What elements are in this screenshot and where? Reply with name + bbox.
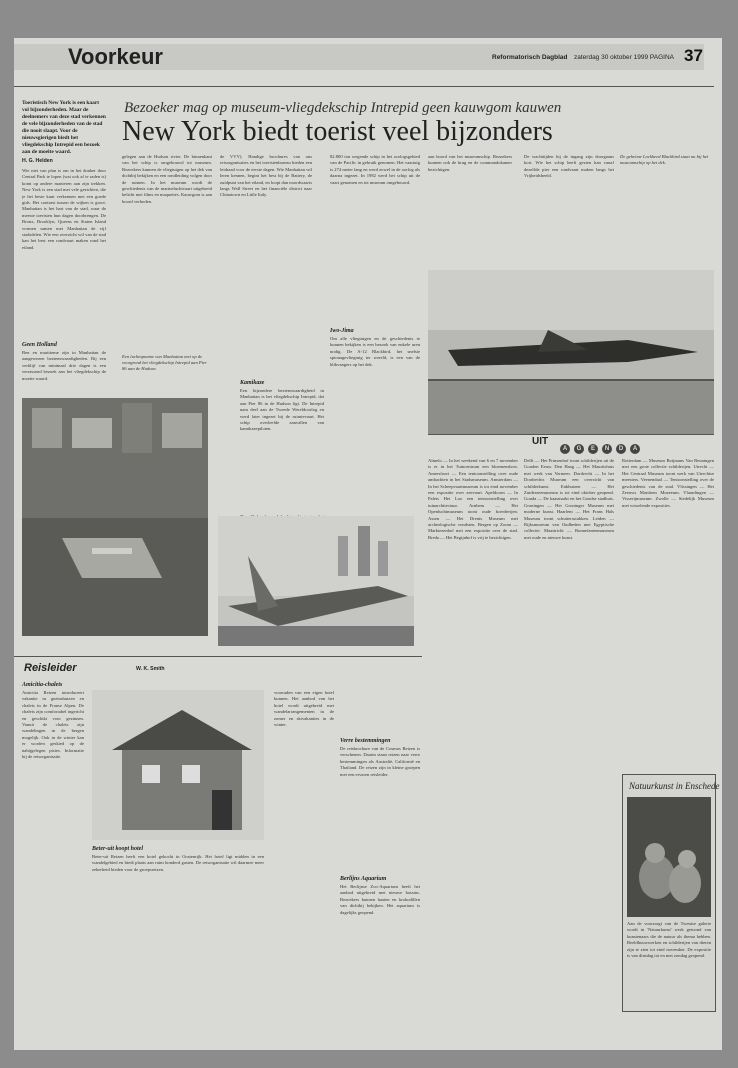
subhead-geen-holland: Geen Holland (22, 342, 57, 348)
reisleider-col3-text: voorraden van een eigen hotel kunnen. Het aanbod van het hotel wordt uitgebreid met wandelarrangementen in de zomer en skivakanties in de winter. (274, 690, 334, 728)
uit-agenda-header (434, 436, 714, 456)
natuurkunst-text: Aan de voorzorgt van de Twentse galerie wordt in 'Natuurkunst' werk getoond van kunstenaars die de natuur als thema hebben. Beeldhouwwerken en schilderijen van dieren zijn te zien tot eind november. De expositie is van dinsdag tot en met zondag geopend. (627, 921, 711, 959)
aerial-photo-caption: Een luchtopname van Manhattan met op de voorgrond het vliegdekschip Intrepid aan Pier 86 aan de Hudson. (122, 354, 207, 371)
article-lead: Toeristisch New York is een kaart vol bijzonderheden. Maar de deelnemers van deze stad verkennen de vele bijzonderheden van de stad die nooit slaapt. Voor de nieuwsgierigen biedt het vliegdekschip Intrepid een bezoek aan de moeite waard. (22, 100, 106, 155)
agenda-letters (560, 444, 640, 454)
blackbird-photo-caption: De geheime Lockheed Blackbird staat nu bij het museumschip op het dek. (620, 154, 709, 165)
agenda-col1-text: Almelo — In het weekend van 6 en 7 november is er in het Tuincentrum een bloemenshow. Amersfoort — Een tentoonstelling over oude ambachten in het Stadsmuseum. Amsterdam — In het Scheepvaartmuseum is tot eind november een expositie over zeevaart. Apeldoorn — In Paleis Het Loo een tentoonstelling over tuinarchitectuur. Arnhem — Het Openluchtmuseum toont oude boerderijen. Assen — Het Drents Museum met archeologische vondsten. Bergen op Zoom — Markiezenhof met een expositie over de stad. Breda — Het Begijnhof is vrij te bezichtigen. (428, 458, 518, 540)
chalet-photo (92, 690, 264, 840)
natuurkunst-title: Natuurkunst in Enschede (629, 781, 720, 791)
agenda-divider (428, 434, 714, 435)
article-col4-text-2: Om alle vliegtuigen en de geschiedenis te kunnen bekijken is een bezoek van enkele uren nodig. De A-12 Blackbird, het snelste spionagevliegtuig ter wereld, is een van de blikvangers op het dek. (330, 336, 420, 367)
article-col1-text: Wie niet van plan is om in het donker door Central Park te lopen (wat ook af te raden is) komt op andere manieren aan zijn trekken. New York is een stad met vele gezichten, die je het beste kunt verkennen met een goede gids. Het contrast tussen de wijken is groot. Manhattan is het hart van de stad, waar de meeste toeristen hun dagen doorbrengen. De Bronx, Brooklyn, Queens en Staten Island vormen samen met Manhattan de vijf stadsdelen. Wie een overzicht wil van de stad kan het best een rondvaart maken rond het eiland. (22, 168, 106, 250)
lion-sculpture-photo (627, 797, 711, 917)
agenda-letter: E (588, 444, 598, 454)
section-title: Voorkeur (68, 44, 163, 69)
reisleider-col5-text: Het Berlijnse Zoo-Aquarium heeft het aanbod uitgebreid met nieuwe bassins. Bezoekers kunnen haaien en krokodillen van dichtbij bekijken. Het aquarium is dagelijks geopend. (340, 884, 420, 915)
page-header (14, 38, 722, 78)
reisleider-divider (14, 656, 422, 657)
agenda-letter: N (602, 444, 612, 454)
reisleider-col2-text: Beter-uit Reizen heeft een hotel gekocht in Oostenrijk. Het hotel ligt midden in een wandelgebied en biedt plaats aan ruim honderd gasten. De reisorganisatie wil daarmee meer zekerheid bieden voor de groepsreizen. (92, 854, 264, 872)
subhead-beter-uit: Beter-uit koopt hotel (92, 846, 143, 852)
blackbird-photo (428, 270, 714, 434)
article-col3-text: de VVV). Handige brochures van ons reisorganisaties en het toeristenbureau bieden een leidraad voor de eerste dagen. Wie Manhattan wil leren kennen, begint het best bij de Battery, de zuidpunt van het eiland, en loopt dan noordwaarts langs Wall Street en het financiële district naar Chinatown en Little Italy. (220, 154, 312, 198)
article-col6-text: De wachttijden bij de ingang zijn doorgaans kort. Wie het schip heeft gezien kan vanaf dezelfde pier een rondvaart maken langs het Vrijheidsbeeld. (524, 154, 614, 179)
article-col4-text: 82.800 ton wegende schip in het oorlogsgebied van de Pacific in gebruik genomen. Het vaartuig is 274 meter lang en werd zowel in de oorlog als daarna ingezet. In 1982 werd het schip uit de vaart genomen en tot museum omgebouwd. (330, 154, 420, 185)
agenda-letter: A (560, 444, 570, 454)
uit-label: UIT (532, 436, 549, 447)
article-col1-text-2: Ben en maritieme zijn in Manhattan de aangewezen bezienswaardigheden. Bij een verblijf van minimaal drie dagen is een verrassend bezoek aan het vliegdekschip de moeite waard. (22, 350, 106, 381)
agenda-col3-text: Rotterdam — Museum Boijmans Van Beuningen met een grote collectie schilderijen. Utrecht — Het Centraal Museum toont werk van Utrechtse meesters. Veenendaal — Tentoonstelling over de geschiedenis van de stad. Vlissingen — Het Zeeuws Maritiem Muzeeum. Vlaardingen — Visserijmuseum. Zwolle — Stedelijk Museum met wisselende exposities. (622, 458, 714, 508)
reisleider-title: Reisleider (24, 662, 77, 674)
issue-date: zaterdag 30 oktober 1999 PAGINA (574, 54, 674, 61)
page-number: 37 (684, 46, 703, 65)
subhead-kamikaze: Kamikaze (240, 380, 265, 386)
agenda-letter: D (616, 444, 626, 454)
agenda-col2-text: Delft — Het Prinsenhof toont schilderijen uit de Gouden Eeuw. Den Haag — Het Mauritshuis met werk van Vermeer. Dordrecht — In het Dordrechts Museum een overzicht van schilderkunst. Enkhuizen — Het Zuiderzeemuseum is tot eind oktober geopend. Gouda — De kaasmarkt en het Goudse stadhuis. Groningen — Het Groninger Museum met moderne kunst. Haarlem — Het Frans Hals Museum toont schuttersstukken. Leiden — Rijksmuseum van Oudheden met Egyptische collectie. Maastricht — Bonnefantenmuseum met oude en nieuwe kunst. (524, 458, 614, 540)
reisleider-col1-text: Amicitia Reizen introduceert vakantie in gezinshuizen en chalets in de Franse Alpen. De chalets zijn comfortabel ingericht en geschikt voor gezinnen. Vanuit de chalets zijn wandelingen in de bergen mogelijk. Ook in de winter kan er worden geskied op de nabijgelegen pistes. Informatie bij de reisorganisatie. (22, 690, 84, 760)
subhead-iwo-jima: Iwo-Jima (330, 328, 354, 334)
agenda-letter: A (630, 444, 640, 454)
article-col2-text: gelegen aan de Hudson rivier. De binnenkant van het schip is omgebouwd tot museum. Bezoekers kunnen de vliegtuigen op het dek van dichtbij bekijken en een rondleiding volgen door de ruimen. In het museum wordt de geschiedenis van de marineluchtvaart uitgebreid belicht met films en maquettes. Kauwgom is aan boord verboden. (122, 154, 212, 204)
newspaper-name: Reformatorisch Dagblad (492, 54, 568, 61)
newspaper-page (14, 38, 722, 1050)
article-col3-text-2: Een bijzondere bezienswaardigheid in Manhattan is het vliegdekschip Intrepid, dat aan Pier 86 in de Hudson ligt. De Intrepid nam deel aan de Tweede Wereldoorlog en werd later ingezet bij de ruimtevaart. Het schip overleefde aanvallen van kamikazepiloten. (240, 388, 324, 432)
agenda-letter: G (574, 444, 584, 454)
aerial-manhattan-photo (22, 398, 208, 636)
article-kicker: Bezoeker mag op museum-vliegdekschip Intrepid geen kauwgom kauwen (124, 100, 562, 116)
header-divider (14, 86, 714, 87)
natuurkunst-box (622, 774, 720, 1012)
reisleider-col4-text: De reisbrochure van de Cosmos Reizen is verschenen. Daarin staan reizen naar verre bestemmingen als Australië, Californië en Thailand. De reizen zijn in kleine groepen met een ervaren reisleider. (340, 746, 420, 777)
article-byline: H. G. Helden (22, 158, 53, 164)
reisleider-byline: W. K. Smith (136, 666, 165, 672)
subhead-amicitia: Amicitia-chalets (22, 682, 63, 688)
skyhawk-photo (218, 516, 414, 646)
subhead-verre-bestemmingen: Verre bestemmingen (340, 738, 391, 744)
article-col5-text: aan boord van het museumschip. Bezoekers kunnen ook de brug en de commandokamer bezichtigen. (428, 154, 512, 172)
subhead-berlijns-aquarium: Berlijns Aquarium (340, 876, 387, 882)
article-headline: New York biedt toerist veel bijzonders (122, 116, 553, 147)
